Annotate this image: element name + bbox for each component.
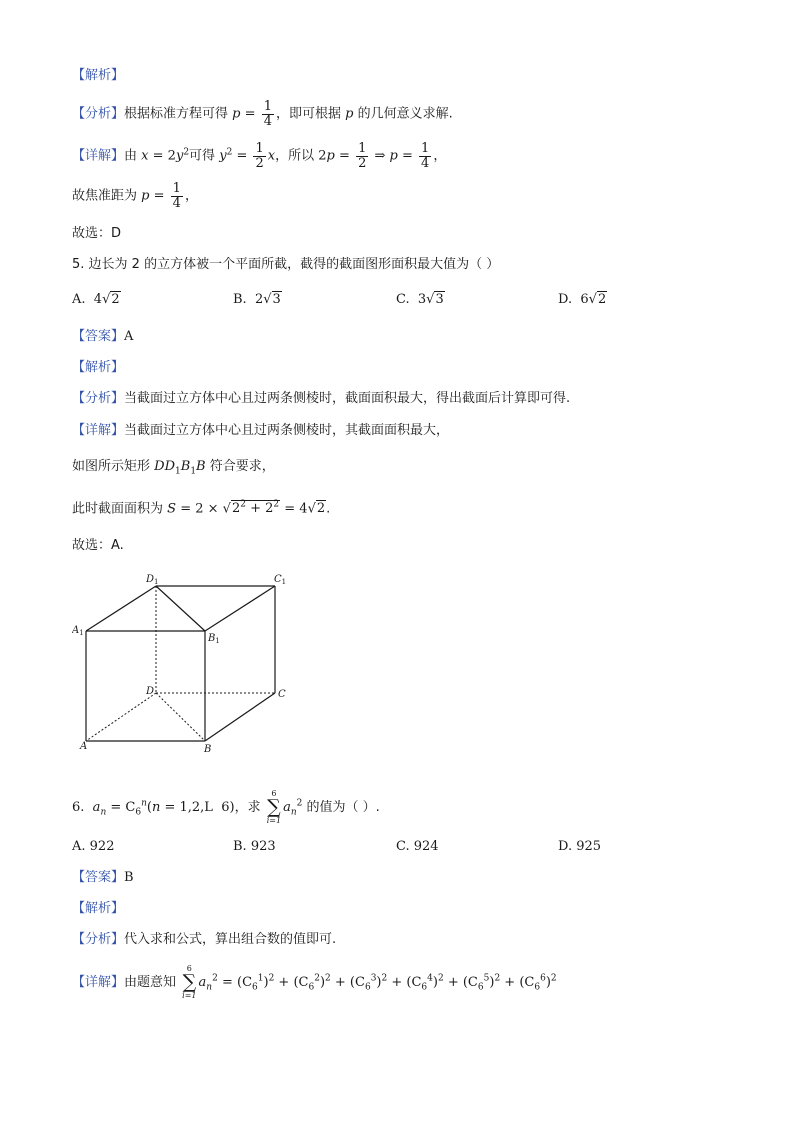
q4-frac-quarter-3: $\frac{1}{4}$ xyxy=(172,181,181,211)
edge-c1-b1 xyxy=(205,586,275,631)
label-b1: $B_1$ xyxy=(208,633,220,645)
q5-method-line xyxy=(72,391,570,407)
q4-detail-pre: 由 xyxy=(124,148,138,164)
q6-detail-line: 【详解】由题意知 6 ∑ i=1 $a_n^2 = (C_6^1)^2 + (C_6^2)^2 + (C_6^3)^2 + (C_6^4)^2 + (C_6^5)^2 + (C_6^6)^2$ xyxy=(72,964,557,1000)
q5-option-d-coef: 6 xyxy=(580,292,589,307)
q6-option-b[interactable]: B. 923 xyxy=(233,839,276,854)
q4-method-post: 的几何意义求解. xyxy=(357,106,453,122)
q5-choice: 故选：A. xyxy=(72,538,124,553)
q5-option-d-label: D. xyxy=(558,292,573,307)
q4-frac-half-2: $\frac{1}{2}$ xyxy=(358,141,367,171)
q4-eq-parabola: x xyxy=(141,148,149,164)
q4-detail-line: 【详解】由 $x = 2y^2$可得 $y^2$ = $\frac{1}{2}$ x，所以 2p = $\frac{1}{2}$ ⇒ p = $\frac{1}{4}$ ， xyxy=(72,141,447,171)
q6-stem-mid: ，求 xyxy=(234,800,261,815)
q5-method-tag: 【分析】 xyxy=(72,391,125,406)
q5-option-d[interactable]: D. 6√2 xyxy=(558,292,607,307)
analysis-tag: 【解析】 xyxy=(72,68,125,83)
q5-option-a-coef: 4 xyxy=(93,292,103,307)
q5-option-c-coef: 3 xyxy=(417,292,427,307)
q6-sum-symbol: 6 ∑ i=1 xyxy=(266,789,282,825)
edge-b-c xyxy=(205,693,275,741)
q6-option-d[interactable]: D. 925 xyxy=(558,839,602,854)
q4-var-p: p xyxy=(345,106,354,122)
q6-stem-end: 的值为（ ）. xyxy=(306,800,380,815)
q5-answer-line xyxy=(72,329,133,345)
label-c: C xyxy=(278,689,286,700)
q5-analysis-tag: 【解析】 xyxy=(72,360,125,375)
q5-option-c-rad: 3 xyxy=(435,292,444,307)
q5-option-b-label: B. xyxy=(233,292,247,307)
label-d1: $D_1$ xyxy=(146,574,159,586)
hidden-edge-d-b xyxy=(156,693,205,741)
answer-tag: 【答案】 xyxy=(72,329,125,344)
q5-option-a-label: A. xyxy=(72,292,86,307)
q5-option-c-label: C. xyxy=(396,292,410,307)
q6-option-a[interactable]: A. 922 xyxy=(72,839,115,854)
q4-frac-quarter-2: $\frac{1}{4}$ xyxy=(421,141,430,171)
q4-frac-quarter: $\frac{1}{4}$ xyxy=(263,99,272,129)
q6-method-text: 代入求和公式，算出组合数的值即可. xyxy=(124,932,337,947)
q6-detail-pre: 由题意知 xyxy=(124,975,177,990)
label-c1: $C_1$ xyxy=(274,574,287,586)
label-a1: $A_1$ xyxy=(72,625,84,637)
q4-method-pre: 根据标准方程可得 xyxy=(124,106,229,122)
q5-option-b-coef: 2 xyxy=(254,292,264,307)
label-a: A xyxy=(80,741,88,752)
q4-eq-p: p xyxy=(232,106,241,122)
q6-detail-tag: 【详解】 xyxy=(72,975,125,990)
q5-detail-text: 当截面过立方体中心且过两条侧棱时，其截面面积最大， xyxy=(124,423,450,438)
q5-fig-pre: 如图所示矩形 xyxy=(72,459,151,474)
q5-fig-post: 符合要求， xyxy=(209,459,275,474)
q5-detail-line xyxy=(72,423,449,439)
q6-analysis-tag: 【解析】 xyxy=(72,901,125,916)
q4-focal-line: 故焦准距为 p = $\frac{1}{4}$ ， xyxy=(72,181,198,211)
q4-detail-mid1: 可得 xyxy=(189,148,216,164)
q6-detail-sum: 6 ∑ i=1 xyxy=(182,964,197,1000)
q4-method-line: 【分析】根据标准方程可得 p = $\frac{1}{4}$ ，即可根据 p 的几何意义求解. xyxy=(72,99,453,129)
q6-method-line xyxy=(72,932,336,948)
q5-method-text: 当截面过立方体中心且过两条侧棱时，截面面积最大，得出截面后计算即可得. xyxy=(124,391,571,406)
q4-detail-end: ， xyxy=(433,148,447,164)
q5-area-pre: 此时截面面积为 xyxy=(72,501,164,517)
q6-stem-line: 6. $a_n = C_6^n(n = 1,2,L$ 6)，求 6 ∑ i=1 $a_n^2$ 的值为（ ）. xyxy=(72,789,380,825)
q5-figure-line xyxy=(72,459,275,477)
q5-detail-tag: 【详解】 xyxy=(72,423,125,438)
q5-option-d-rad: 2 xyxy=(597,292,607,307)
detail-tag: 【详解】 xyxy=(72,148,125,164)
q4-choice: 故选：D xyxy=(72,226,122,241)
q5-option-b-rad: 3 xyxy=(272,292,281,307)
q4-method-mid: ，即可根据 xyxy=(275,106,341,122)
q5-option-b[interactable]: B. 2√3 xyxy=(233,292,281,307)
rect-name: $DD_1B_1B$ xyxy=(154,459,206,477)
q6-answer-tag: 【答案】 xyxy=(72,870,125,885)
label-d: D xyxy=(146,686,155,697)
label-b: B xyxy=(204,744,212,755)
q5-option-a-rad: 2 xyxy=(111,292,120,307)
q6-binomial-expansion: = $(C_6^1)^2 + (C_6^2)^2 + (C_6^3)^2 + (C_6^4)^2 + (C_6^5)^2 + (C_6^6)^2$ xyxy=(221,973,557,993)
q6-answer: B xyxy=(124,870,134,885)
q5-area-post: . xyxy=(326,501,331,517)
method-tag: 【分析】 xyxy=(72,106,125,122)
q5-area-line: 此时截面面积为 $S = 2 \times √2^2 + 2^2 = 4√2$. xyxy=(72,500,331,517)
edge-a1-d1 xyxy=(86,586,156,631)
edge-d1-b1 xyxy=(156,586,205,631)
q4-focal-pre: 故焦准距为 xyxy=(72,188,138,204)
q4-frac-half: $\frac{1}{2}$ xyxy=(255,141,264,171)
q4-focal-post: ， xyxy=(184,188,198,204)
q6-number: 6. xyxy=(72,800,85,815)
hidden-edge-d-a xyxy=(86,693,156,741)
cube-figure xyxy=(72,566,302,756)
q5-answer: A xyxy=(124,329,134,344)
q5-option-a[interactable]: A. 4√2 xyxy=(72,292,120,307)
q6-option-c[interactable]: C. 924 xyxy=(396,839,439,854)
q5-option-c[interactable]: C. 3√3 xyxy=(396,292,444,307)
q6-answer-line xyxy=(72,870,134,886)
q4-detail-mid2: ，所以 xyxy=(275,148,315,164)
q5-stem: 5. 边长为 2 的立方体被一个平面所截，截得的截面图形面积最大值为（ ） xyxy=(72,257,500,272)
q6-method-tag: 【分析】 xyxy=(72,932,125,947)
